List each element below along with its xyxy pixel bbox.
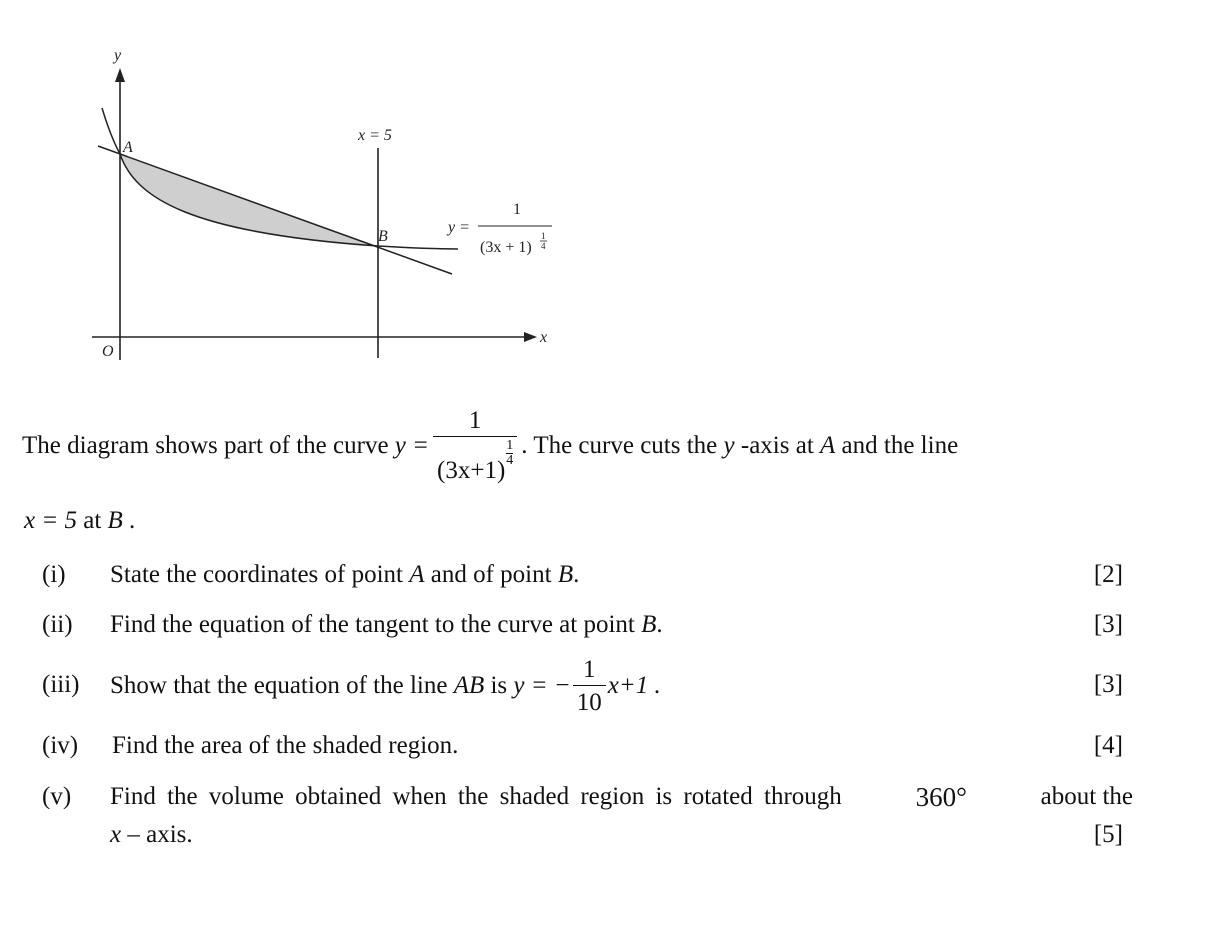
question-text-before: State the coordinates of point (110, 561, 403, 588)
question-iv (42, 731, 1123, 761)
intro-fraction-den-base: (3x+1) (437, 457, 506, 484)
intro-line-2 (24, 506, 135, 536)
question-fraction-num: 1 (583, 655, 596, 683)
question-text-end: . (656, 611, 663, 638)
question-label: (v) (42, 783, 72, 810)
intro-exp-num: 1 (506, 438, 514, 453)
line-x5-label: x = 5 (358, 127, 392, 144)
question-text-mid: is (490, 672, 508, 699)
intro-b-var: B (107, 507, 123, 534)
intro-fraction-den (433, 436, 517, 486)
question-label: (iv) (42, 732, 79, 759)
question-label: (iii) (42, 671, 80, 698)
intro-y-eq: y = (394, 432, 430, 459)
question-text-before: Find the equation of the tangent to the curve at point (110, 611, 635, 638)
question-eq-lhs: y = − (513, 672, 571, 699)
question-text-mid: about the (1040, 783, 1133, 810)
question-text-mid: and of point (430, 561, 552, 588)
line-ab (98, 146, 452, 274)
question-label: (ii) (42, 611, 73, 638)
question-text (110, 610, 663, 640)
question-var-a: A (409, 561, 425, 588)
question-label: (i) (42, 561, 66, 588)
point-b-label: B (378, 228, 388, 245)
intro-fraction-num: 1 (468, 407, 482, 434)
x-axis-arrow-icon (524, 332, 537, 342)
question-text-end: . (573, 561, 580, 588)
question-var-b: B (557, 561, 574, 588)
question-marks: [3] (1093, 671, 1123, 698)
y-axis-arrow-icon (115, 68, 125, 82)
question-text (110, 560, 579, 590)
question-text-line-2 (110, 820, 193, 850)
x-axis-label: x (540, 329, 548, 346)
question-eq-rhs: x+1 . (607, 672, 661, 699)
intro-fraction (433, 406, 517, 486)
question-text-before: Find the volume obtained when the shaded region is rotated through (110, 783, 842, 810)
question-marks: [4] (1093, 732, 1123, 759)
intro-exponent (506, 439, 513, 468)
intro-line2-eq: x = 5 (24, 507, 77, 534)
curve-label-exp-den: 4 (541, 241, 546, 251)
curve-label-lhs: y = (448, 219, 470, 236)
question-text (110, 652, 661, 720)
intro-exp-den: 4 (506, 453, 514, 468)
question-text (112, 731, 458, 761)
question-var-x: x (110, 821, 122, 848)
question-fraction (573, 655, 606, 718)
curve-label-exp-num: 1 (541, 231, 546, 241)
y-axis-label: y (114, 47, 122, 64)
intro-line2-at: at (83, 507, 102, 534)
curve-diagram (80, 38, 600, 368)
question-text-before: Show that the equation of the line (110, 672, 448, 699)
question-fraction-den: 10 (573, 685, 606, 718)
intro-line-1 (22, 400, 958, 492)
point-a-label: A (123, 139, 133, 156)
intro-part2: . The curve cuts the (521, 432, 718, 459)
intro-part4: and the line (841, 432, 959, 459)
question-marks: [5] (1093, 821, 1123, 848)
curve-label-den: (3x + 1) (480, 239, 532, 256)
question-i (42, 560, 1123, 590)
question-marks: [3] (1093, 611, 1123, 638)
question-iii (42, 652, 1123, 720)
intro-line2-end: . (129, 507, 136, 534)
question-text-line-1 (110, 782, 1133, 812)
question-var-ab: AB (453, 672, 485, 699)
intro-part3: -axis at (740, 432, 814, 459)
question-text-axis: – axis. (127, 821, 193, 848)
question-text-before: Find the area of the shaded region. (112, 732, 459, 759)
question-marks: [2] (1093, 561, 1123, 588)
question-var-b: B (641, 611, 657, 638)
question-v (42, 782, 1133, 852)
intro-a-var: A (820, 432, 836, 459)
origin-label: O (102, 343, 114, 360)
question-ii (42, 610, 1123, 640)
curve-label-num: 1 (513, 201, 521, 218)
intro-part1: The diagram shows part of the curve (22, 432, 389, 459)
question-angle: 360° (915, 782, 967, 812)
intro-y-var: y (723, 432, 735, 459)
